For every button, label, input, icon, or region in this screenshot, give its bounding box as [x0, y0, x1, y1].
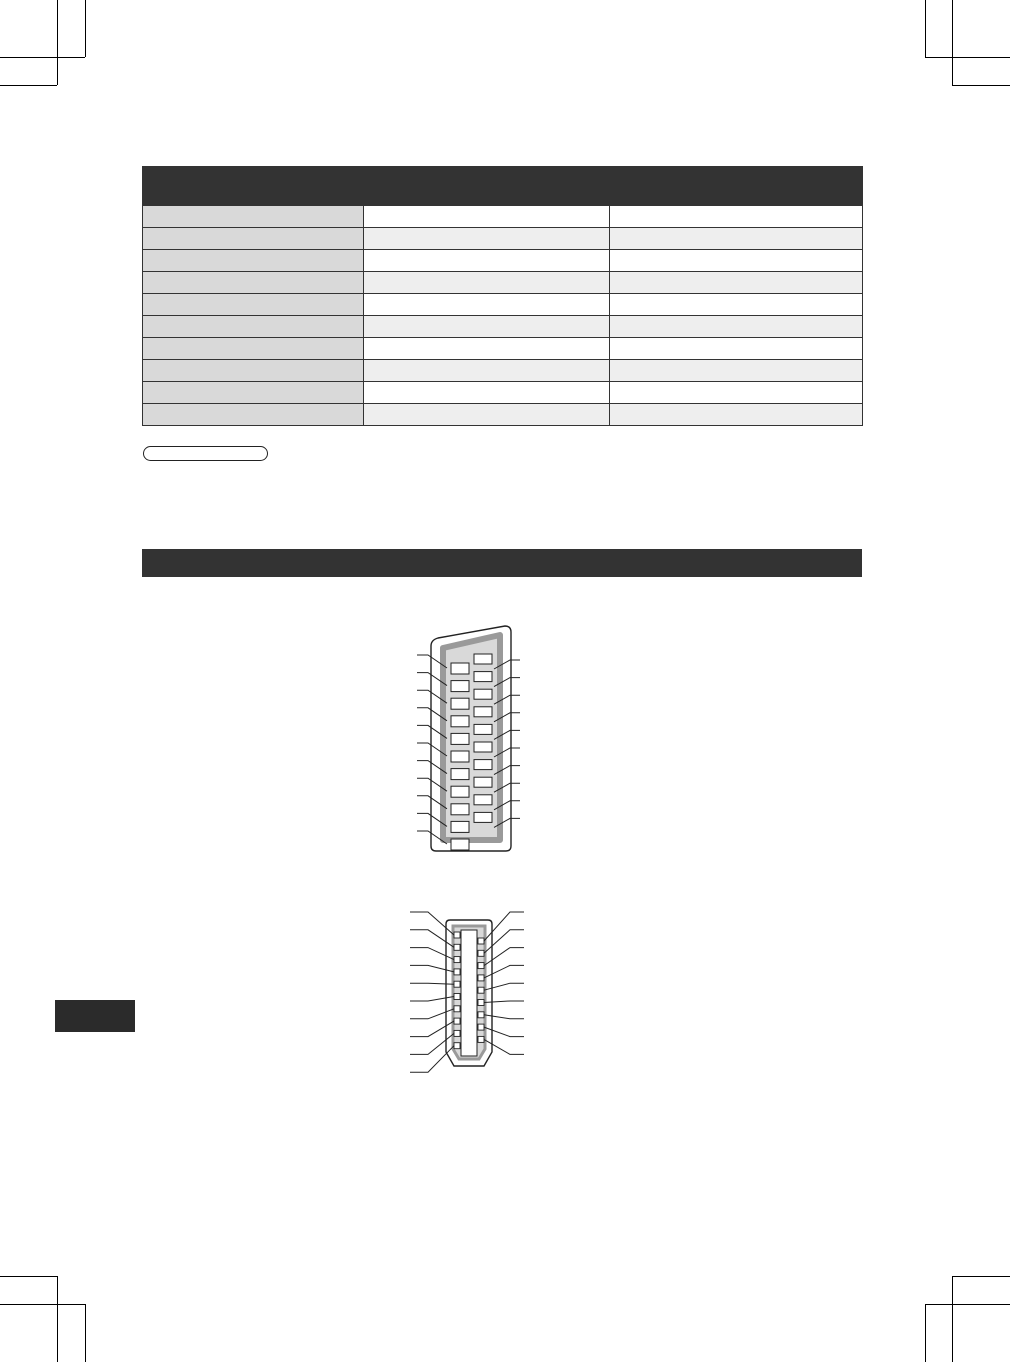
hdmi-pin	[478, 987, 484, 993]
scart-pin	[451, 839, 469, 850]
scart-pin	[474, 654, 492, 664]
scart-pin	[474, 672, 492, 682]
scart-pin	[474, 777, 492, 787]
scart-pin	[451, 786, 469, 797]
hdmi-pin	[478, 1012, 484, 1018]
hdmi-pin	[478, 1024, 484, 1030]
hdmi-pin	[454, 932, 460, 938]
hdmi-pin	[454, 944, 460, 950]
scart-pin	[451, 663, 469, 674]
hdmi-pin	[478, 950, 484, 956]
scart-pin	[451, 681, 469, 692]
hdmi-pin	[454, 981, 460, 987]
hdmi-pin	[454, 1018, 460, 1024]
scart-pin	[474, 689, 492, 699]
scart-pin	[451, 733, 469, 744]
scart-pin	[451, 804, 469, 815]
hdmi-connector-diagram	[410, 912, 524, 1072]
scart-pin	[474, 742, 492, 752]
scart-pin	[474, 760, 492, 770]
hdmi-pin	[454, 1030, 460, 1036]
hdmi-pin	[454, 1043, 460, 1049]
scart-pin	[451, 769, 469, 780]
scart-pin	[474, 707, 492, 717]
scart-connector-diagram	[417, 626, 520, 851]
hdmi-pin	[454, 994, 460, 1000]
scart-pin	[451, 751, 469, 762]
scart-pin	[474, 795, 492, 805]
hdmi-pin	[454, 969, 460, 975]
scart-pin	[474, 812, 492, 822]
hdmi-pin	[478, 1036, 484, 1042]
scart-pin	[451, 821, 469, 832]
hdmi-pin	[478, 963, 484, 969]
hdmi-pin	[478, 938, 484, 944]
hdmi-pin	[478, 1000, 484, 1006]
hdmi-pin	[478, 975, 484, 981]
hdmi-pin	[454, 957, 460, 963]
hdmi-pin	[454, 1006, 460, 1012]
scart-pin	[474, 724, 492, 734]
hdmi-tongue	[461, 930, 477, 1056]
scart-pin	[451, 698, 469, 709]
scart-pin	[451, 716, 469, 727]
